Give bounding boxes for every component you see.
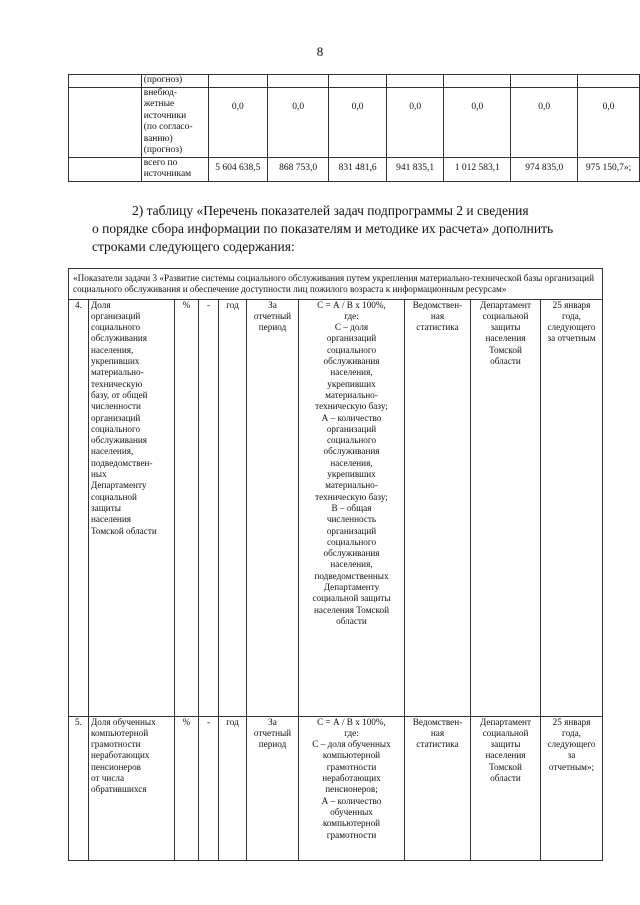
value-cell: [329, 75, 387, 88]
table-header-row: [69, 269, 603, 300]
value-cell: 0,0: [511, 87, 578, 157]
table-row: [69, 87, 640, 157]
indicator-name: Доля обученных компьютерной грамотности неработающих пенсионеров от числа обратившихся: [89, 716, 175, 860]
empty-cell: [69, 75, 142, 88]
body-paragraph: [92, 202, 598, 256]
value-cell: 1 012 583,1: [444, 157, 511, 181]
value-cell: 5 604 638,5: [208, 157, 267, 181]
row-number: 5.: [69, 716, 89, 860]
value-cell: [208, 75, 267, 88]
responsible-cell: Департамент социальной защиты населения Томской области: [471, 299, 541, 716]
value-cell: 831 481,6: [329, 157, 387, 181]
table-section-header: «Показатели задачи 3 «Развитие системы социального обслуживания путем укрепления материально-технической базы организаций социального обслуживания и обеспечение доступности лиц пожилого возраста к информационным ресурсам»: [69, 269, 603, 300]
page-number: 8: [316, 44, 324, 59]
responsible-cell: Департамент социальной защиты населения Томской области: [471, 716, 541, 860]
value-cell: [511, 75, 578, 88]
value-cell: [444, 75, 511, 88]
table-row: [69, 75, 640, 88]
period-cell: год: [219, 299, 247, 716]
paragraph-line: строками следующего содержания:: [92, 239, 295, 254]
deadline-cell: 25 января года, следующего за отчетным: [541, 299, 603, 716]
unit-cell: %: [175, 299, 199, 716]
deadline-cell: 25 января года, следующего за отчетным»;: [541, 716, 603, 860]
value-cell: [578, 75, 640, 88]
formula-cell: С = А / В х 100%, где: С – доля обученных компьютерной грамотности неработающих пенсионеров; А – количество обученных компьютерной грамотности: [299, 716, 405, 860]
value-cell: 868 753,0: [268, 157, 329, 181]
empty-cell: [69, 87, 142, 157]
period-cell: год: [219, 716, 247, 860]
value-cell: [268, 75, 329, 88]
indicators-table: [68, 268, 603, 861]
table-row: [69, 299, 603, 716]
row-label: всего по источникам: [141, 157, 208, 181]
value-cell: 0,0: [268, 87, 329, 157]
value-cell: 941 835,1: [386, 157, 444, 181]
finance-table: [68, 74, 640, 182]
value-cell: 0,0: [208, 87, 267, 157]
value-cell: 0,0: [386, 87, 444, 157]
row-number: 4.: [69, 299, 89, 716]
dash-cell: -: [199, 716, 219, 860]
value-cell: [386, 75, 444, 88]
method-cell: Ведомствен- ная статистика: [405, 299, 471, 716]
value-cell: 0,0: [444, 87, 511, 157]
value-cell: 0,0: [578, 87, 640, 157]
dash-cell: -: [199, 299, 219, 716]
method-cell: Ведомствен- ная статистика: [405, 716, 471, 860]
paragraph-line: 2) таблицу «Перечень показателей задач подпрограммы 2 и сведения: [132, 203, 529, 218]
formula-cell: С = А / В х 100%, где: С – доля организаций социального обслуживания населения, укрепивших материально- техническую базу; А – количество организаций социального обслуживания населения, укрепивших материально- техническую базу; В – общая численность организаций социального обслуживания населения, подведомственных Департаменту социальной защиты населения Томской области: [299, 299, 405, 716]
table-row: [69, 157, 640, 181]
paragraph-line: о порядке сбора информации по показателям и методике их расчета» дополнить: [92, 221, 554, 236]
value-cell: 975 150,7»;: [578, 157, 640, 181]
time-cell: За отчетный период: [247, 716, 299, 860]
unit-cell: %: [175, 716, 199, 860]
table-row: [69, 716, 603, 860]
empty-cell: [69, 157, 142, 181]
value-cell: 0,0: [329, 87, 387, 157]
time-cell: За отчетный период: [247, 299, 299, 716]
value-cell: 974 835,0: [511, 157, 578, 181]
indicator-name: Доля организаций социального обслуживания населения, укрепивших материально- техническую базу, от общей численности организаций социального обслуживания населения, подведомствен- ных Департаменту социальной защиты населения Томской области: [89, 299, 175, 716]
row-label: внебюд- жетные источники (по согласо- ванию) (прогноз): [141, 87, 208, 157]
row-label: (прогноз): [141, 75, 208, 88]
